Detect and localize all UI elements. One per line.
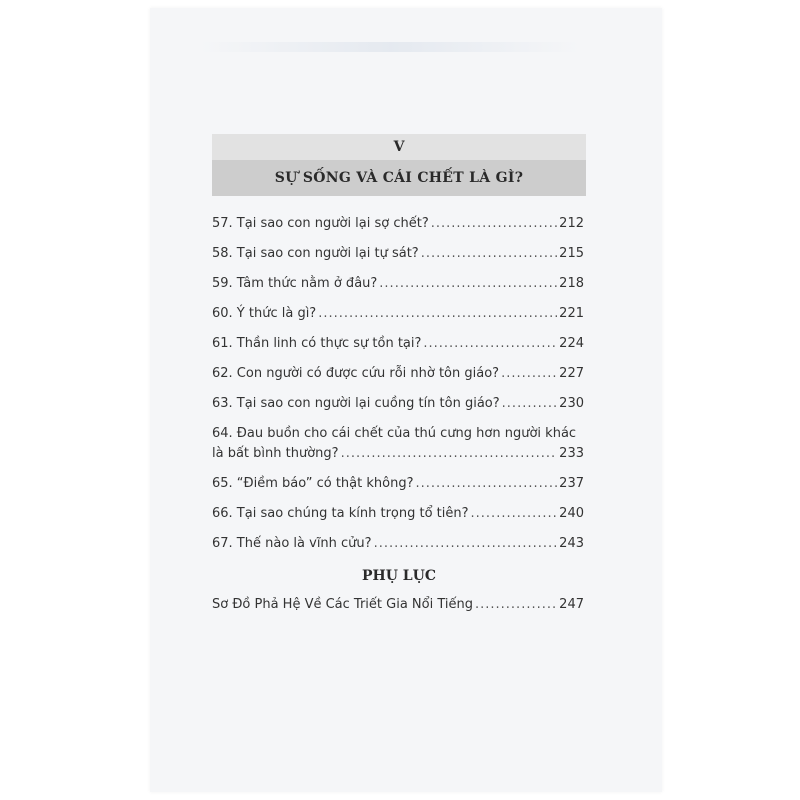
toc-leader [431, 216, 557, 231]
toc-leader [423, 336, 557, 351]
toc-entry-page: 218 [559, 276, 584, 291]
toc-entry-title: 61. Thần linh có thực sự tồn tại? [212, 336, 422, 351]
toc-entry-title: 67. Thế nào là vĩnh cửu? [212, 536, 372, 551]
toc-entry-page: 240 [559, 506, 584, 521]
toc-entry-page: 215 [559, 246, 584, 261]
toc-entry [212, 306, 584, 326]
toc-entry [212, 336, 584, 356]
toc-entry-continuation [212, 446, 584, 466]
toc-leader [374, 536, 558, 551]
toc-leader [318, 306, 557, 321]
toc-entry-first-line [212, 426, 584, 446]
section-number: V [212, 134, 586, 160]
toc-entry-title: 57. Tại sao con người lại sợ chết? [212, 216, 429, 231]
toc-leader [415, 476, 557, 491]
toc-entry-title: 65. “Điềm báo” có thật không? [212, 476, 414, 491]
toc-entry-page: 230 [559, 396, 584, 411]
toc-entry [212, 536, 584, 556]
toc-leader [502, 396, 558, 411]
toc-entry [212, 246, 584, 266]
toc-entry [212, 506, 584, 526]
toc-entry-title: 66. Tại sao chúng ta kính trọng tổ tiên? [212, 506, 469, 521]
print-bleed [200, 42, 580, 52]
toc-entry-page: 237 [559, 476, 584, 491]
toc-entry-page: 212 [559, 216, 584, 231]
toc-leader [501, 366, 557, 381]
toc-entry-title: 60. Ý thức là gì? [212, 306, 317, 321]
toc-leader [471, 506, 558, 521]
appendix-entry-page: 247 [559, 597, 584, 612]
toc-entry-title: 58. Tại sao con người lại tự sát? [212, 246, 419, 261]
toc-entry-page: 224 [559, 336, 584, 351]
toc-entry-page: 233 [559, 446, 584, 461]
toc-entry [212, 276, 584, 296]
toc-leader [341, 446, 558, 461]
toc-entry-page: 221 [559, 306, 584, 321]
toc-leader [421, 246, 557, 261]
toc-entry-title: 59. Tâm thức nằm ở đâu? [212, 276, 378, 291]
toc-entry [212, 366, 584, 386]
toc-entry-title: 64. Đau buồn cho cái chết của thú cưng hơn người khác [212, 426, 577, 441]
toc-leader [379, 276, 557, 291]
toc-entry [212, 396, 584, 416]
toc-entry-title-continued: là bất bình thường? [212, 446, 339, 461]
section-title: SỰ SỐNG VÀ CÁI CHẾT LÀ GÌ? [212, 160, 586, 196]
appendix-entry-title: Sơ Đồ Phả Hệ Về Các Triết Gia Nổi Tiếng [212, 597, 473, 612]
toc-entry [212, 476, 584, 496]
toc-entry-title: 62. Con người có được cứu rỗi nhờ tôn giáo? [212, 366, 500, 381]
toc-entry [212, 216, 584, 236]
toc-leader [475, 597, 557, 612]
toc-entry-title: 63. Tại sao con người lại cuồng tín tôn giáo? [212, 396, 500, 411]
toc-entry-page: 243 [559, 536, 584, 551]
appendix-entry [212, 597, 584, 617]
toc-entry-page: 227 [559, 366, 584, 381]
appendix-title: PHỤ LỤC [361, 568, 437, 584]
